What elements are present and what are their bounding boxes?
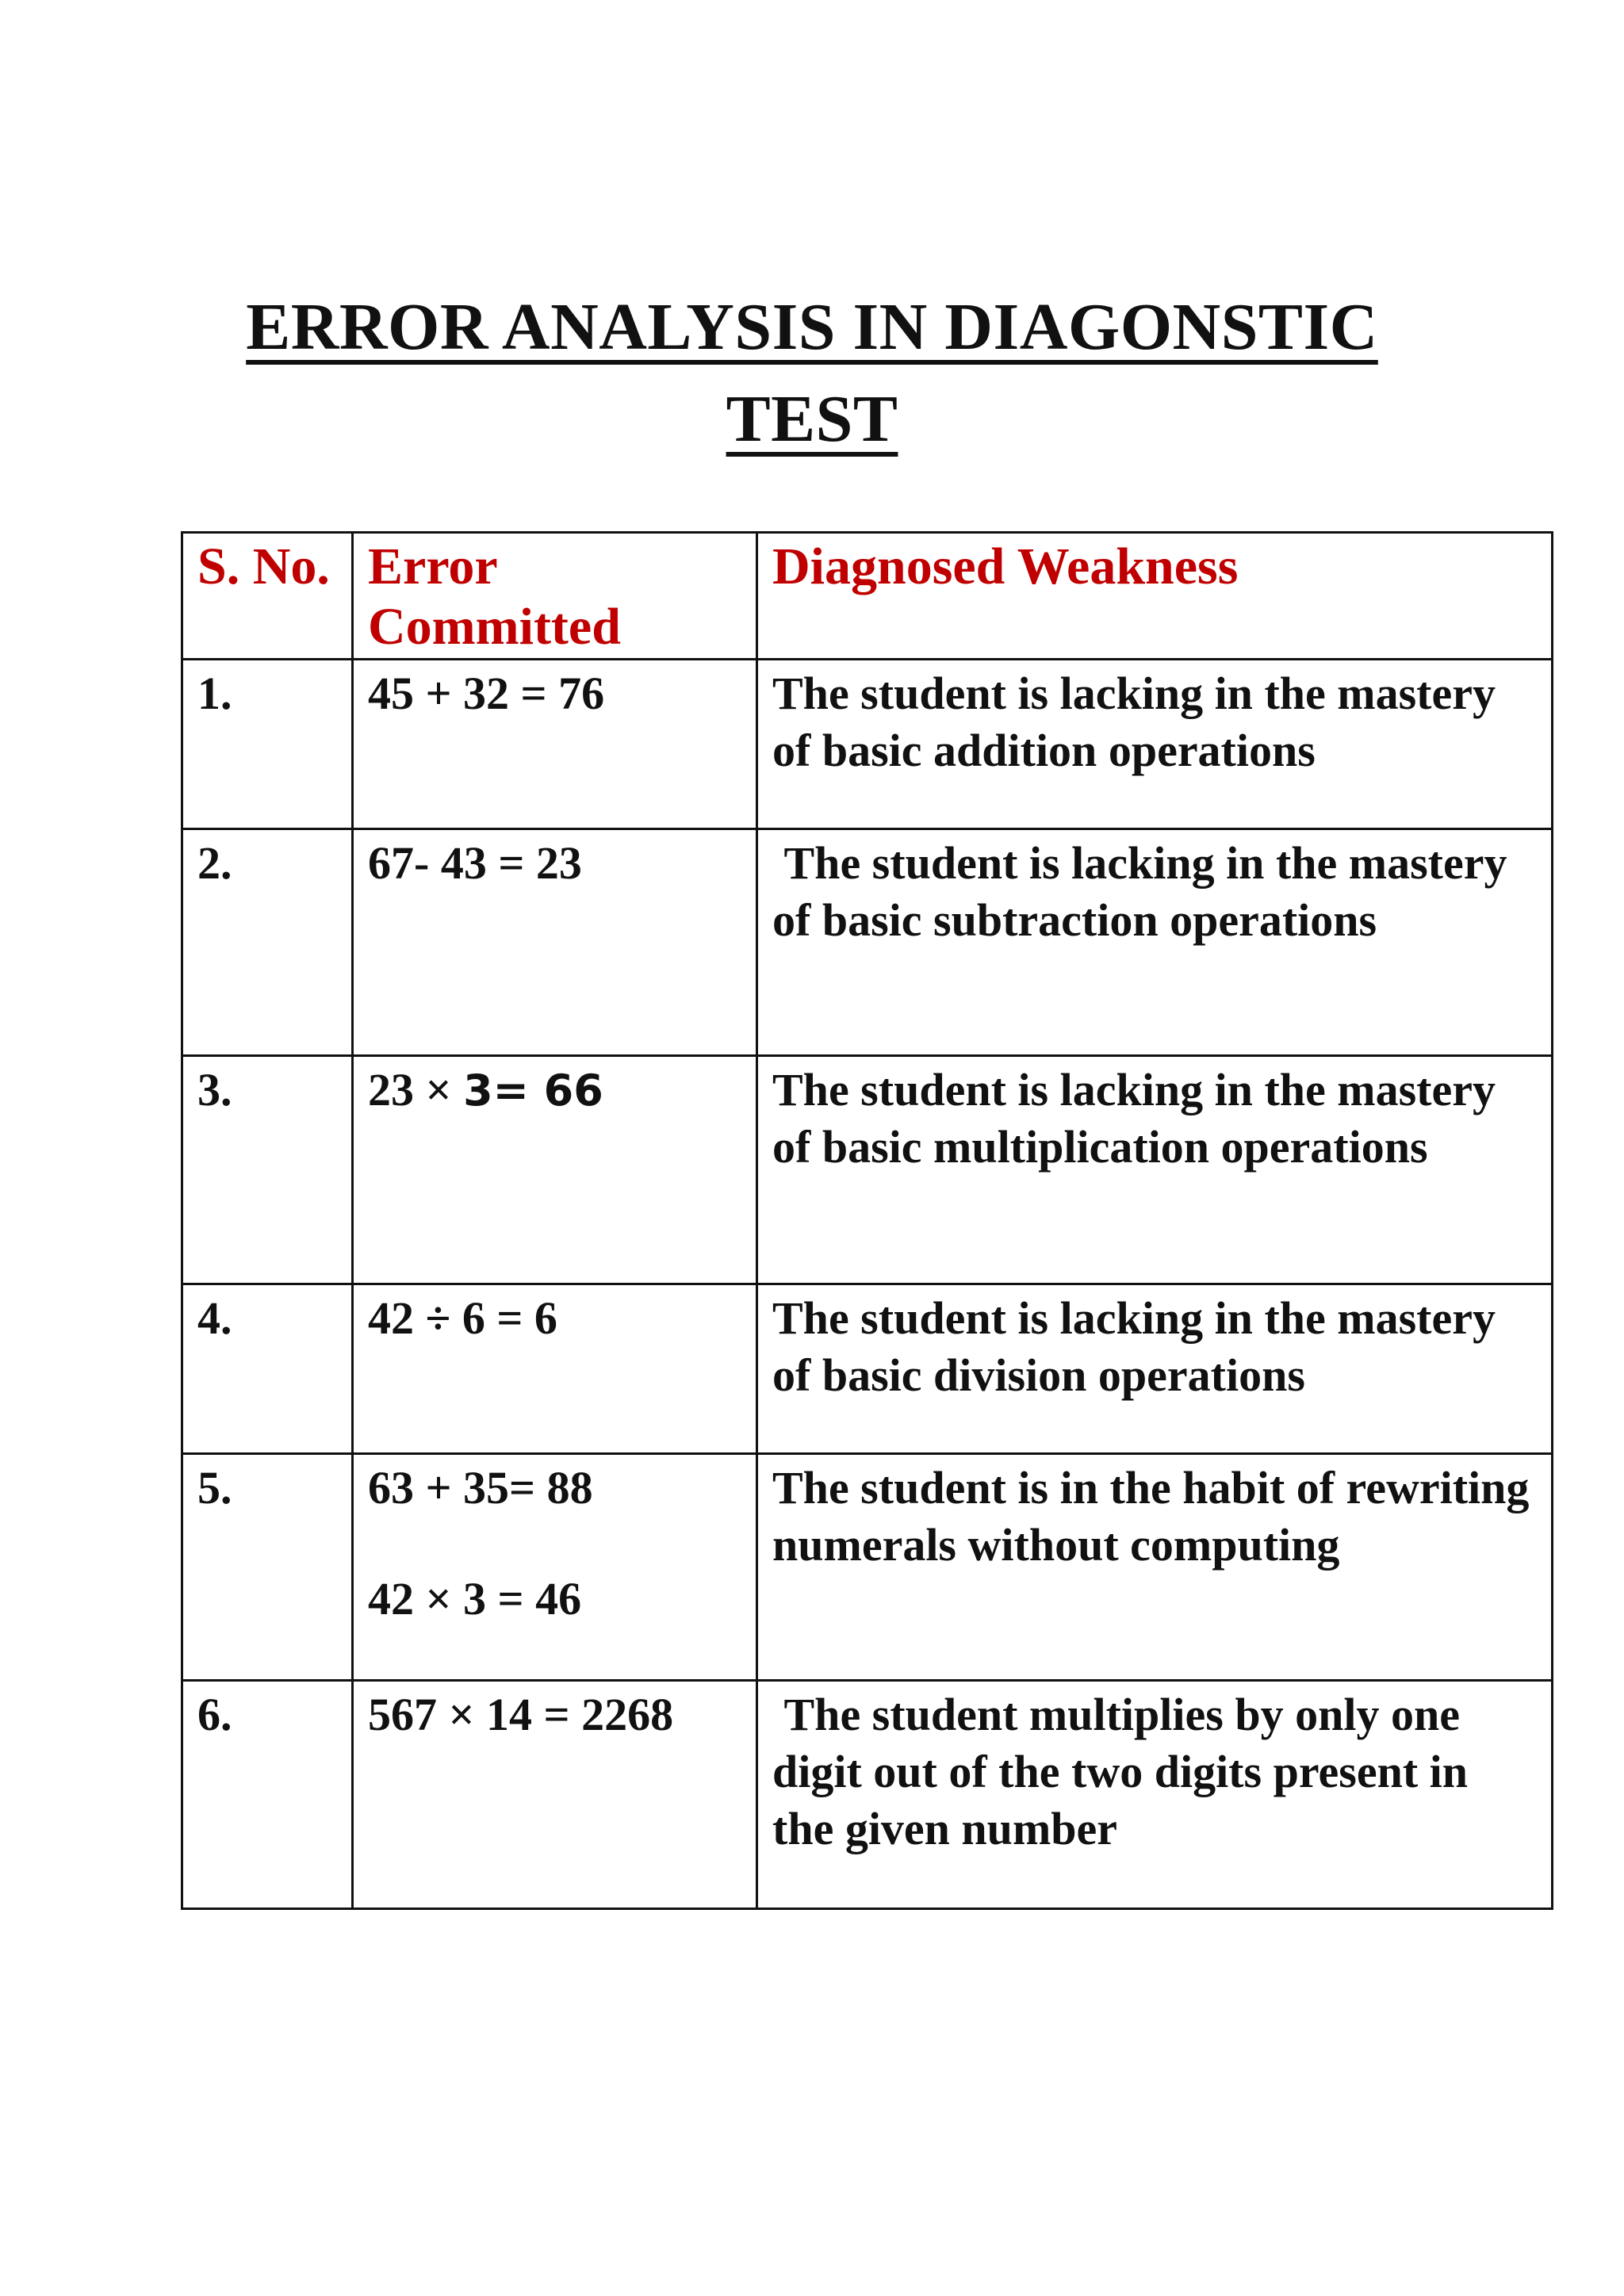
page-title-line-1: ERROR ANALYSIS IN DIAGONSTIC [246, 290, 1378, 364]
header-error-committed: Error Committed [353, 533, 757, 660]
table-row [182, 1681, 1553, 1909]
error-analysis-table [181, 531, 1553, 1910]
row-error-line-1: 63 + 35= 88 [368, 1462, 593, 1513]
row-weakness: The student is lacking in the mastery of basic multiplication operations [757, 1056, 1553, 1284]
row-serial-number: 6. [182, 1681, 353, 1909]
table-row [182, 1284, 1553, 1454]
row-error-part-b: 3= 66 [463, 1066, 603, 1115]
row-error: 67- 43 = 23 [353, 829, 757, 1056]
row-weakness: The student multiplies by only one digit out of the two digits present in the given number [757, 1681, 1553, 1909]
row-error: 42 ÷ 6 = 6 [353, 1284, 757, 1454]
row-serial-number: 5. [182, 1454, 353, 1681]
table-row [182, 1056, 1553, 1284]
table-header-row [182, 533, 1553, 660]
row-error [353, 1454, 757, 1681]
row-error-part-a: 23 × [368, 1064, 464, 1115]
row-error: 567 × 14 = 2268 [353, 1681, 757, 1909]
row-serial-number: 2. [182, 829, 353, 1056]
row-serial-number: 3. [182, 1056, 353, 1284]
header-diagnosed-weakness: Diagnosed Weakness [757, 533, 1553, 660]
row-error-line-2: 42 × 3 = 46 [368, 1573, 582, 1624]
row-serial-number: 1. [182, 660, 353, 829]
page-title-continued [0, 373, 1624, 466]
row-error: 45 + 32 = 76 [353, 660, 757, 829]
row-weakness: The student is lacking in the mastery of basic subtraction operations [757, 829, 1553, 1056]
header-serial-number: S. No. [182, 533, 353, 660]
row-error [353, 1056, 757, 1284]
table-row [182, 1454, 1553, 1681]
row-weakness: The student is lacking in the mastery of basic addition operations [757, 660, 1553, 829]
table-row [182, 829, 1553, 1056]
page-title-line-2: TEST [726, 382, 898, 456]
row-serial-number: 4. [182, 1284, 353, 1454]
row-weakness: The student is lacking in the mastery of basic division operations [757, 1284, 1553, 1454]
page-title [0, 281, 1624, 374]
table-row [182, 660, 1553, 829]
row-weakness: The student is in the habit of rewriting numerals without computing [757, 1454, 1553, 1681]
